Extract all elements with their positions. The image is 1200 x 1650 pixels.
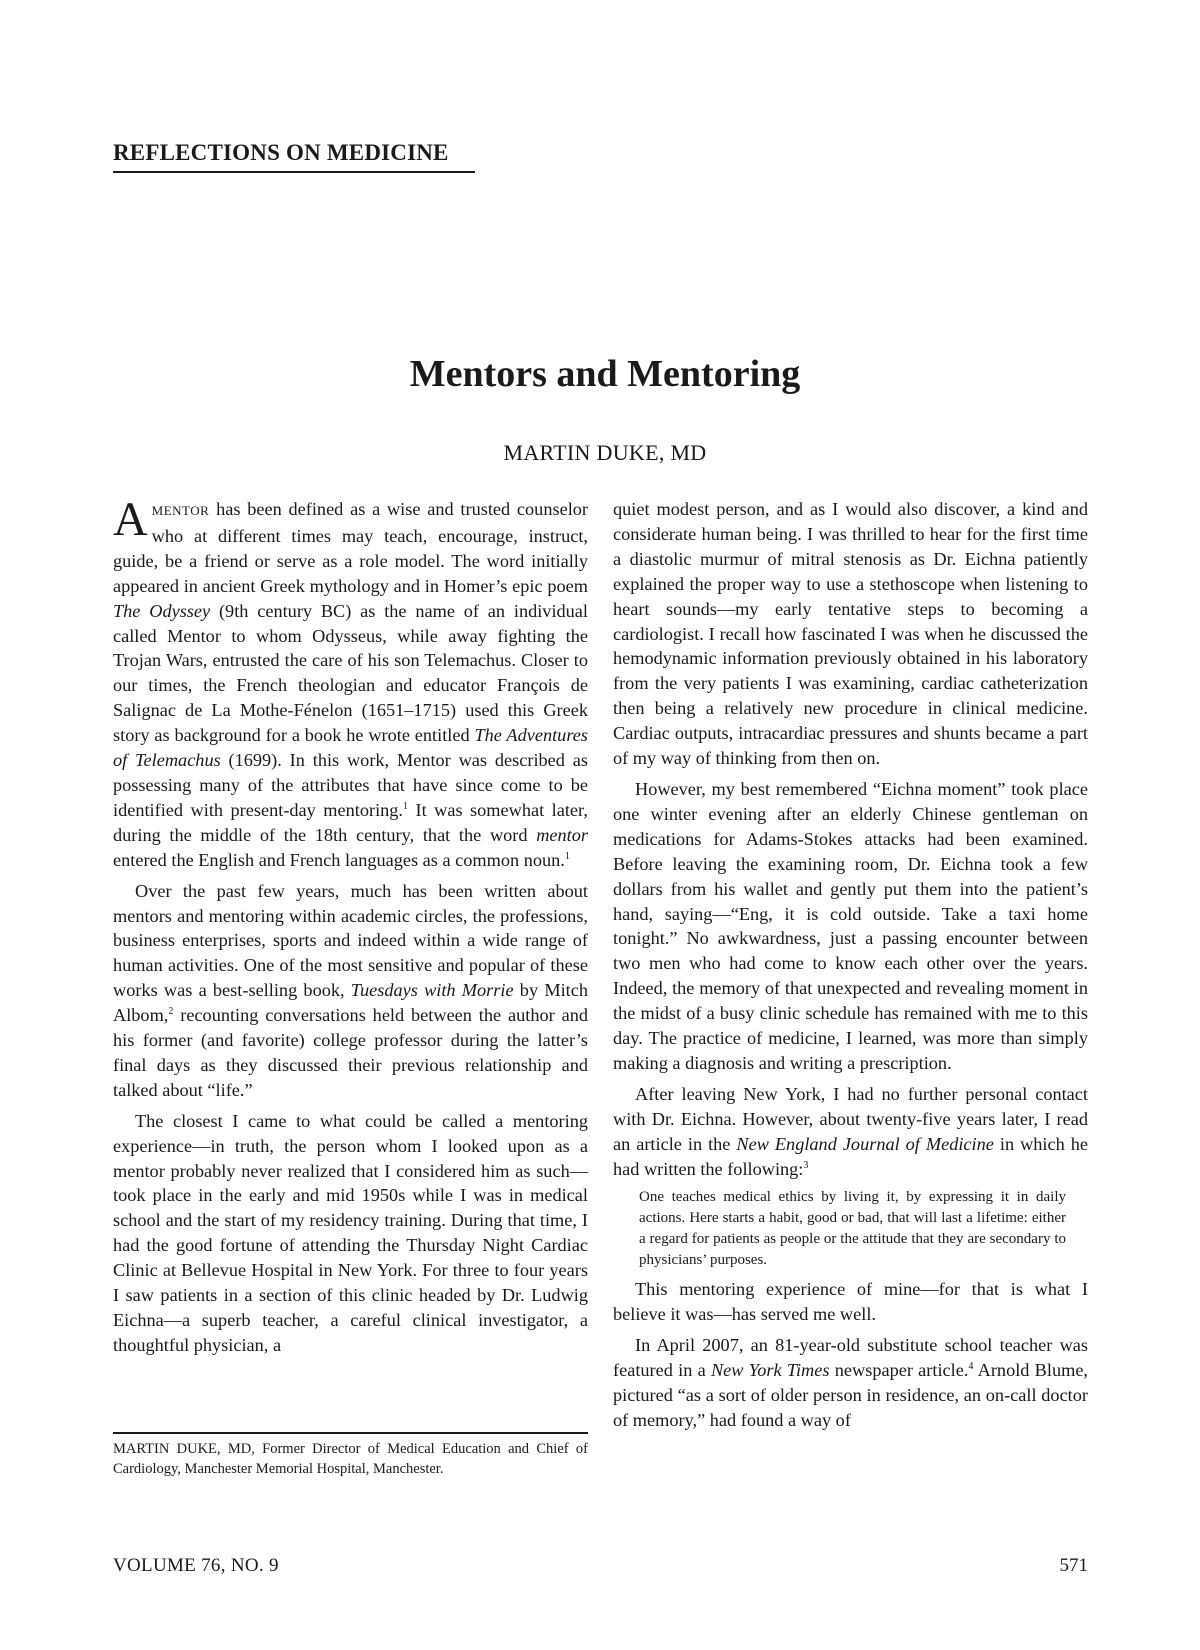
paragraph: [613, 1082, 1088, 1182]
citation-ref: 4: [968, 1361, 974, 1373]
left-column: [113, 493, 589, 1364]
citation-ref: 2: [168, 1006, 174, 1018]
text-run: recounting conversations held between the author and his former (and favorite) college professor during the latter’s final days as they discussed their previous relationship and talked about “life.”: [113, 1005, 588, 1100]
article-title: Mentors and Mentoring: [409, 353, 801, 395]
text-run: (1699). In this work, Mentor was described as possessing many of the attributes that have since come to be identified with present-day mentoring.: [113, 750, 588, 820]
text-run: (9th century BC) as the name of an individual called Mentor to whom Odysseus, while away fighting the Trojan Wars, entrusted the care of his son Telemachus. Closer to our times, the French theologian and educator François de Salignac de La Mothe-Fénelon (1651–1715) used this Greek story as background for a book he wrote entitled: [113, 600, 589, 746]
right-column: [613, 497, 1088, 1439]
text-run: entered the English and French languages as a common noun.: [113, 849, 565, 870]
text-run: in which he had written the following:: [613, 1133, 1088, 1179]
journal-volume: VOLUME 76, NO. 9: [113, 1555, 279, 1576]
paragraph: [113, 879, 588, 1103]
italic-title: New York Times: [710, 1360, 830, 1381]
text-run: It was somewhat later, during the middle of the 18th century, that the word: [113, 799, 588, 845]
italic-title: New England Journal of Medicine: [736, 1133, 994, 1154]
article-author: MARTIN DUKE, MD: [503, 440, 707, 465]
footnote-rule: [113, 1432, 588, 1434]
paragraph: The closest I came to what could be called a mentoring experience—in truth, the person whom I looked upon as a mentor probably never realized that I considered him as such—took place in the early and mid 1950s while I was in medical school and the start of my residency training. During that time, I had the good fortune of attending the Thursday Night Cardiac Clinic at Bellevue Hospital in New York. For three to four years I saw patients in a section of this clinic headed by Dr. Ludwig Eichna—a superb teacher, a careful clinical investigator, a thoughtful physician, a: [113, 1110, 588, 1355]
text-run: Over the past few years, much has been written about mentors and mentoring within academic circles, the professions, business enterprises, sports and indeed within a wide range of human activities. One of the most sensitive and popular of these works was a best-selling book,: [113, 880, 588, 1001]
author-footnote: MARTIN DUKE, MD, Former Director of Medical Education and Chief of Cardiology, Manchester Memorial Hospital, Manchester.: [113, 1441, 588, 1477]
citation-ref: 1: [403, 800, 408, 812]
citation-ref: 1: [564, 850, 570, 862]
paragraph: [113, 493, 589, 873]
text-run: After leaving New York, I had no further personal contact with Dr. Eichna. However, about twenty-five years later, I read an article in the: [613, 1083, 1088, 1154]
section-header: REFLECTIONS ON MEDICINE: [113, 140, 449, 165]
text-run: by Mitch Albom,: [113, 980, 588, 1026]
drop-cap: A: [113, 493, 148, 546]
page-number: 571: [1059, 1555, 1088, 1576]
italic-title: The Odyssey: [113, 600, 211, 621]
italic-title: Tuesdays with Morrie: [350, 980, 514, 1001]
text-run: In April 2007, an 81-year-old substitute school teacher was featured in a: [613, 1335, 1088, 1381]
paragraph: This mentoring experience of mine—for that is what I believe it was—has served me well.: [613, 1279, 1088, 1325]
small-caps-word: MENTOR: [151, 503, 210, 518]
italic-title: The Adventures of Telemachus: [113, 725, 588, 771]
quote-text: One teaches medical ethics by living it, by expressing it in daily actions. Here starts a habit, good or bad, that will last a lifetime: either a regard for patients as people or the attitude that they are secondary to physicians’ purposes.: [639, 1189, 1066, 1269]
italic-word: mentor: [536, 824, 588, 845]
text-run: has been defined as a wise and trusted counselor who at different times may teach, encourage, instruct, guide, be a friend or serve as a role model. The word initially appeared in ancient Greek mythology and in Homer’s epic poem: [113, 499, 588, 596]
paragraph: However, my best remembered “Eichna moment” took place one winter evening after an elderly Chinese gentleman on medications for Adams-Stokes attacks had been examined. Before leaving the examining room, Dr. Eichna took a few dollars from his wallet and gently put them into the patient’s hand, saying—“Eng, it is cold outside. Take a taxi home tonight.” No awkwardness, just a passing encounter between two men who had come to know each other over the years. Indeed, the memory of that unexpected and revealing moment in the midst of a busy clinic schedule has remained with me to this day. The practice of medicine, I learned, was more than simply making a diagnosis and writing a prescription.: [613, 778, 1088, 1073]
text-run: newspaper article.: [829, 1360, 969, 1381]
paragraph: quiet modest person, and as I would also discover, a kind and considerate human being. I was thrilled to hear for the first time a diastolic murmur of mitral stenosis as Dr. Eichna patiently explained the proper way to use a stethoscope when listening to heart sounds—my early tentative steps to becoming a cardiologist. I recall how fascinated I was when he discussed the hemodynamic information previously obtained in his laboratory from the very patients I was examining, cardiac catheterization then being a relatively new procedure in clinical medicine. Cardiac outputs, intracardiac pressures and shunts became a part of my way of thinking from then on.: [613, 499, 1088, 769]
block-quote: [639, 1187, 1066, 1271]
text-run: Arnold Blume, pictured “as a sort of older person in residence, an on-call doctor of memory,” had found a way of: [613, 1360, 1089, 1430]
citation-ref: 3: [803, 1159, 809, 1171]
paragraph: [613, 1333, 1088, 1433]
section-header-rule: [113, 171, 475, 173]
